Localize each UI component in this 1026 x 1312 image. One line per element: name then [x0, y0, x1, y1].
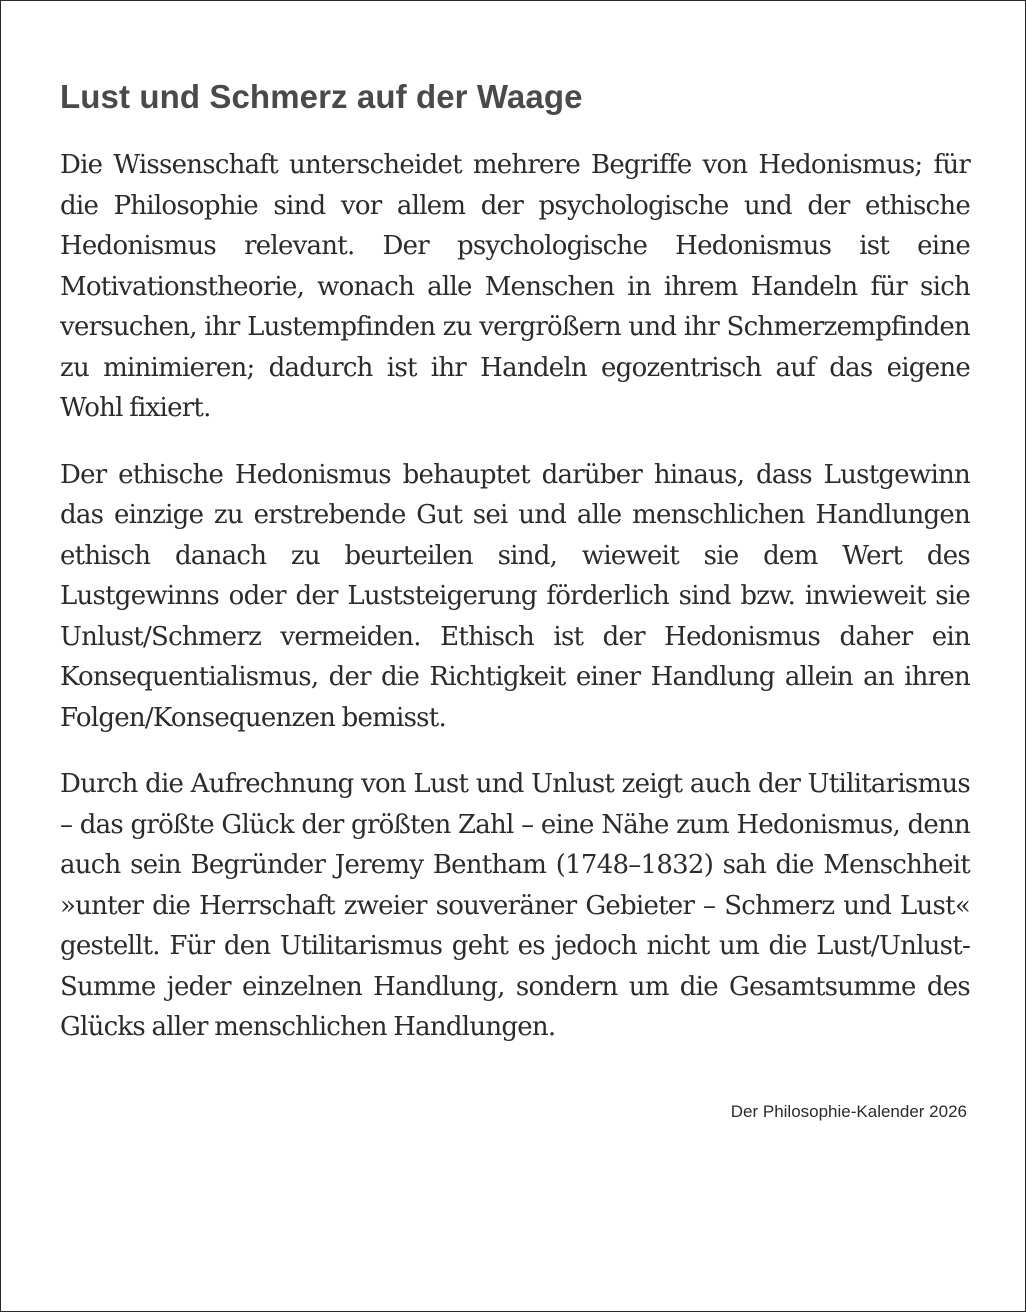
page-title: Lust und Schmerz auf der Waage	[60, 78, 583, 115]
paragraph-ethical-hedonism: Der ethische Hedonismus behauptet darüber hinaus, dass Lustgewinn das einzige zu erstrebende Gut sei und alle menschlichen Handlungen ethisch danach zu beurteilen sind, wieweit sie dem Wert des Lustgewinns oder der Luststeigerung förderlich sind bzw. inwieweit sie Unlust/Schmerz vermeiden. Ethisch ist der Hedonismus daher ein Konsequentialismus, der die Richtigkeit einer Handlung allein an ihren Folgen/Konsequenzen bemisst.	[60, 459, 970, 733]
article-body	[60, 145, 970, 1074]
paragraph-utilitarianism: Durch die Aufrechnung von Lust und Unlust zeigt auch der Utilitarismus – das größte Glück der größten Zahl – eine Nähe zum Hedonismus, denn auch sein Begründer Jeremy Bentham (1748–1832) sah die Menschheit »unter die Herrschaft zweier souveräner Gebieter – Schmerz und Lust« gestellt. Für den Utilitarismus geht es jedoch nicht um die Lust/Unlust-Summe jeder einzelnen Handlung, sondern um die Gesamtsumme des Glücks aller menschlichen Handlungen.	[60, 769, 970, 1042]
calendar-footer: Der Philosophie-Kalender 2026	[730, 1102, 967, 1121]
paragraph-psychological-hedonism: Die Wissenschaft unterscheidet mehrere Begriffe von Hedonismus; für die Philosophie sind vor allem der psychologische und der ethische Hedonismus relevant. Der psychologische Hedonismus ist eine Motivationstheorie, wonach alle Menschen in ihrem Handeln für sich versuchen, ihr Lustempfinden zu vergrößern und ihr Schmerzempfinden zu minimieren; dadurch ist ihr Handeln egozentrisch auf das eigene Wohl fixiert.	[60, 150, 970, 423]
